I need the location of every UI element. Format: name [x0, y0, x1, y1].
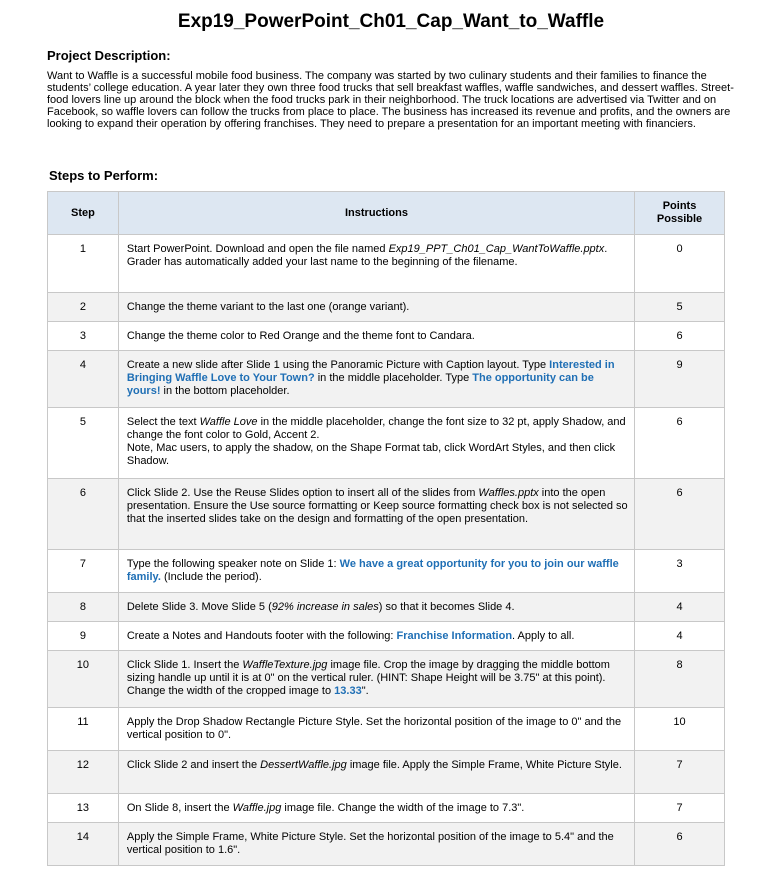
filename-text: Waffle.jpg — [232, 802, 282, 814]
instruction-text: Start PowerPoint. Download and open the file named — [126, 243, 389, 255]
points-value: 0 — [635, 235, 725, 293]
step-instructions — [118, 794, 634, 823]
highlighted-text: 13.33 — [334, 685, 362, 697]
steps-table-header-row — [48, 192, 725, 235]
step-number: 4 — [48, 351, 119, 408]
points-value: 6 — [635, 823, 725, 866]
step-instructions — [118, 322, 634, 351]
step-number: 10 — [48, 651, 119, 708]
instruction-text: image file. Apply the Simple Frame, White Picture Style. — [346, 759, 622, 771]
step-instructions — [118, 593, 634, 622]
step-instructions — [118, 751, 634, 794]
project-description-text: Want to Waffle is a successful mobile food business. The company was started by two culinary students and their families to finance the students’ college education. A year later they own three food trucks that sell breakfast waffles, waffle sandwiches, and dessert waffles. Street-food lovers line up around the block when the food trucks park in their neighborhood. The truck locations are advertised via Twitter and on Facebook, so waffle lovers can follow the trucks from place to place. The business has increased its revenue and profits, and the owners are looking to expand their operation by offering franchises. They need to prepare a presentation for an important meeting with financiers. — [47, 70, 734, 130]
table-row — [48, 550, 725, 593]
instruction-text: Delete Slide 3. Move Slide 5 ( — [126, 601, 272, 613]
points-value: 6 — [635, 322, 725, 351]
step-number: 9 — [48, 622, 119, 651]
step-number: 3 — [48, 322, 119, 351]
step-number: 2 — [48, 293, 119, 322]
instruction-text: . Grader has automatically added your last name to the beginning of the filename. — [126, 243, 608, 268]
instruction-text: image file. Crop the image by dragging the middle bottom sizing handle up until it is at 0" on the vertical ruler. (HINT: Shape Height will be 3.75" at this point). Change the width of the cropped image to — [126, 659, 610, 697]
instruction-text: On Slide 8, insert the — [126, 802, 233, 814]
document-title: Exp19_PowerPoint_Ch01_Cap_Want_to_Waffle — [177, 11, 605, 32]
step-instructions — [118, 708, 634, 751]
filename-text: Exp19_PPT_Ch01_Cap_WantToWaffle.pptx — [388, 243, 605, 255]
step-instructions — [118, 550, 634, 593]
header-step: Step — [48, 192, 119, 235]
points-value: 3 — [635, 550, 725, 593]
table-row — [48, 235, 725, 293]
points-value: 10 — [635, 708, 725, 751]
table-row — [48, 479, 725, 550]
highlighted-text: The opportunity can be yours! — [126, 372, 594, 397]
instruction-text: in the middle placeholder, change the font size to 32 pt, apply Shadow, and change the font color to Gold, Accent 2. — [126, 416, 626, 441]
highlighted-text: Interested in Bringing Waffle Love to Your Town? — [126, 359, 615, 384]
points-value: 6 — [635, 408, 725, 479]
points-value: 5 — [635, 293, 725, 322]
filename-text: Waffles.pptx — [478, 487, 539, 499]
filename-text: WaffleTexture.jpg — [242, 659, 328, 671]
step-number: 14 — [48, 823, 119, 866]
instruction-text: image file. Change the width of the image to 7.3". — [281, 802, 525, 814]
steps-heading: Steps to Perform: — [49, 168, 159, 183]
table-row — [48, 708, 725, 751]
table-row — [48, 322, 725, 351]
instruction-text: Click Slide 2 and insert the — [126, 759, 261, 771]
instruction-text: Note, Mac users, to apply the shadow, on the Shape Format tab, click WordArt Styles, and then click Shadow. — [126, 442, 616, 467]
step-number: 1 — [48, 235, 119, 293]
highlighted-text: We have a great opportunity for you to join our waffle family. — [126, 558, 619, 583]
instruction-text: Change the theme color to Red Orange and the theme font to Candara. — [126, 330, 475, 342]
points-value: 4 — [635, 622, 725, 651]
filename-text: DessertWaffle.jpg — [260, 759, 347, 771]
step-instructions — [118, 622, 634, 651]
instruction-text: ". — [361, 685, 369, 697]
instruction-text: Apply the Drop Shadow Rectangle Picture Style. Set the horizontal position of the image to 0" and the vertical position to 0". — [126, 716, 622, 741]
instruction-text: Create a Notes and Handouts footer with the following: — [126, 630, 397, 642]
table-row — [48, 823, 725, 866]
instruction-text: Type the following speaker note on Slide 1: — [126, 558, 340, 570]
step-instructions — [118, 293, 634, 322]
header-points — [635, 192, 725, 235]
instruction-text: Click Slide 2. Use the Reuse Slides option to insert all of the slides from — [126, 487, 479, 499]
table-row — [48, 751, 725, 794]
instruction-text: Change the theme variant to the last one (orange variant). — [126, 301, 410, 313]
points-value: 7 — [635, 751, 725, 794]
points-value: 8 — [635, 651, 725, 708]
table-row — [48, 408, 725, 479]
header-instructions: Instructions — [118, 192, 634, 235]
highlighted-text: Franchise Information — [396, 630, 513, 642]
points-value: 7 — [635, 794, 725, 823]
instruction-text: (Include the period). — [160, 571, 262, 583]
step-instructions — [118, 651, 634, 708]
table-row — [48, 651, 725, 708]
instruction-text: Select the text — [126, 416, 200, 428]
instruction-text: . Apply to all. — [512, 630, 575, 642]
project-description-heading: Project Description: — [47, 48, 171, 63]
instruction-text: ) so that it becomes Slide 4. — [378, 601, 515, 613]
steps-table — [47, 191, 725, 866]
step-number: 12 — [48, 751, 119, 794]
instruction-text: into the open presentation. Ensure the Use source formatting or Keep source formatting check box is not selected so that the inserted slides take on the design and formatting of the open presentation. — [126, 487, 628, 525]
step-number: 7 — [48, 550, 119, 593]
points-value: 9 — [635, 351, 725, 408]
instruction-text: Apply the Simple Frame, White Picture Style. Set the horizontal position of the image to 5.4" and the vertical position to 1.6". — [126, 831, 614, 856]
step-number: 11 — [48, 708, 119, 751]
table-row — [48, 293, 725, 322]
points-value: 4 — [635, 593, 725, 622]
table-row — [48, 351, 725, 408]
filename-text: 92% increase in sales — [271, 601, 379, 613]
points-value: 6 — [635, 479, 725, 550]
header-points-label: Points Possible — [656, 200, 703, 225]
step-instructions — [118, 823, 634, 866]
instruction-text: in the bottom placeholder. — [160, 385, 290, 397]
filename-text: Waffle Love — [199, 416, 258, 428]
table-row — [48, 593, 725, 622]
step-instructions — [118, 235, 634, 293]
step-number: 13 — [48, 794, 119, 823]
step-instructions — [118, 351, 634, 408]
step-number: 8 — [48, 593, 119, 622]
instruction-text: Click Slide 1. Insert the — [126, 659, 243, 671]
step-number: 5 — [48, 408, 119, 479]
table-row — [48, 794, 725, 823]
table-row — [48, 622, 725, 651]
step-instructions — [118, 479, 634, 550]
step-number: 6 — [48, 479, 119, 550]
step-instructions — [118, 408, 634, 479]
instruction-text: Create a new slide after Slide 1 using the Panoramic Picture with Caption layout. Type — [126, 359, 550, 371]
instruction-text: in the middle placeholder. Type — [314, 372, 473, 384]
